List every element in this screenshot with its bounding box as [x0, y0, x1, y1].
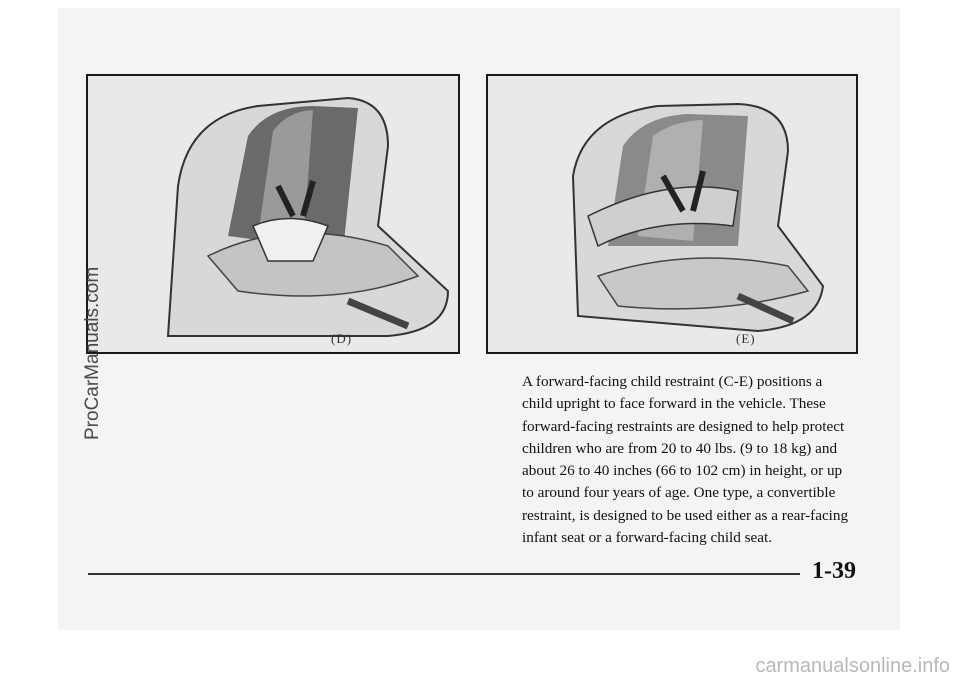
body-paragraph: A forward-facing child restraint (C-E) positions a child upright to face forward in the vehicle. These forward-facing restraints are designed to help protect children who are from 20 to 40 lbs. (9 to 18 kg) and about 26 to 40 inches (66 to 102 cm) in height, or up to around four years of age. One type, a convertible restraint, is designed to be used either as a rear-facing infant seat or a forward-facing child seat.: [522, 373, 849, 547]
footer-watermark: carmanualsonline.info: [755, 655, 950, 677]
child-seat-e-illustration: [488, 76, 856, 352]
figure-e-label: (E): [736, 331, 756, 346]
footer-rule: [88, 573, 800, 575]
figure-d-label: (D): [331, 331, 353, 346]
side-watermark: ProCarManuals.com: [82, 266, 103, 440]
figure-e: [486, 74, 858, 354]
figure-d: [86, 74, 460, 354]
page-number: 1-39: [812, 558, 856, 584]
child-seat-d-illustration: [88, 76, 458, 352]
